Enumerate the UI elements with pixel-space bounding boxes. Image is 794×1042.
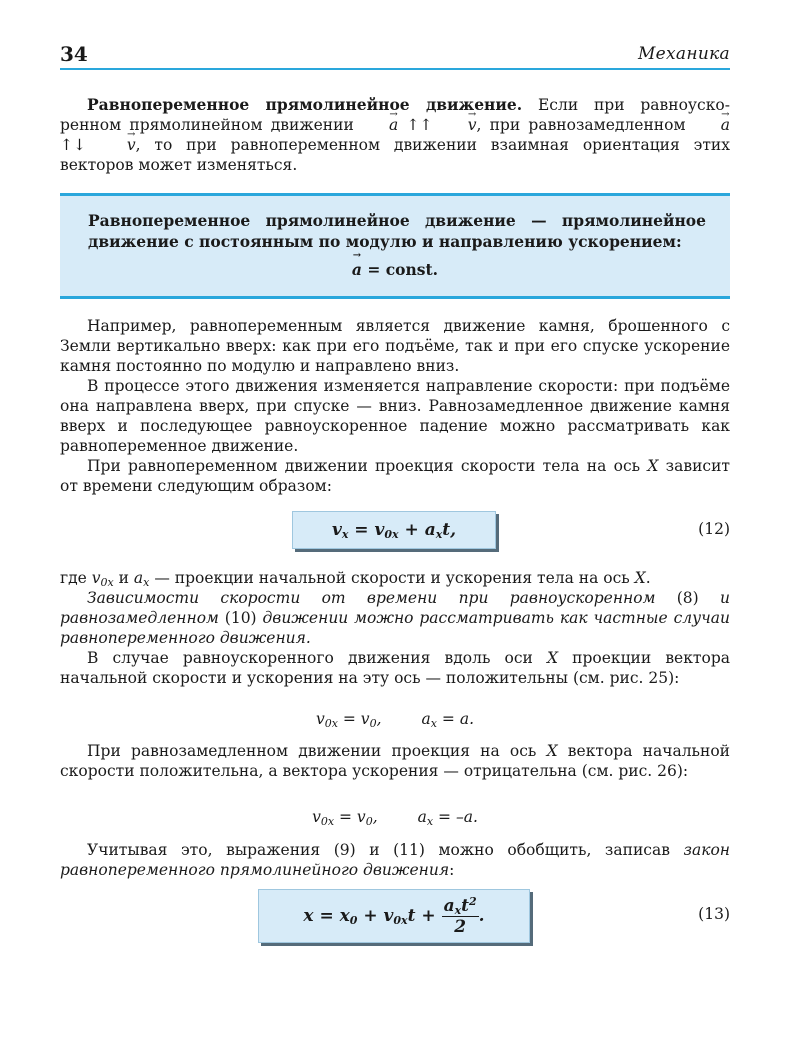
eqA-a-rhs: = a.	[436, 710, 474, 728]
f13-numerator	[442, 896, 479, 917]
definition-formula	[60, 260, 730, 279]
paragraph-italic-note	[60, 588, 730, 648]
eqA-v: v	[316, 710, 325, 728]
f12-eq: =	[348, 520, 375, 540]
page-header	[60, 40, 730, 70]
eqB-v: v	[312, 808, 321, 826]
where-and: и	[113, 569, 134, 587]
f12-v: v	[331, 520, 342, 540]
page-number: 34	[60, 42, 88, 66]
equation-decelerated	[60, 808, 730, 826]
paragraph-uniform-acceleration	[60, 648, 730, 688]
eqA-rhs: = v	[337, 710, 370, 728]
p5-text-a: При равнозамедленном движении проекция на ось	[87, 742, 547, 760]
where-sub-0x: 0x	[100, 576, 114, 589]
eqB-a-sub: x	[426, 815, 434, 828]
paragraph-velocity-direction: В процессе этого движения изменяется направление скорости: при подъёме она направлена вверх, при спуске — вниз. Равнозамедленное движение камня вверх и последующее равноускоренное падение можно рассматривать как равнопеременное движение.	[60, 377, 730, 455]
formula-13-box	[258, 889, 530, 943]
f12-t: t,	[442, 520, 457, 540]
section-title: Механика	[637, 44, 730, 64]
axis-x: X	[647, 457, 659, 475]
p4-text-a: В случае равноускоренного движения вдоль оси	[87, 649, 547, 667]
f12-sub-0x: 0x	[384, 528, 399, 541]
where-a: a	[133, 569, 144, 587]
where-axis-x: X	[634, 569, 646, 587]
vector-a-def: → a	[352, 260, 362, 279]
eqB-sub: 0x	[320, 815, 335, 828]
paragraph-uniform-deceleration	[60, 741, 730, 781]
formula-12-number: (12)	[698, 520, 730, 538]
formula-13-number: (13)	[698, 905, 730, 923]
p6-text-c: :	[449, 861, 455, 879]
f12-sub-ax: x	[435, 528, 443, 541]
eqB-a-rhs: = –a.	[433, 808, 478, 826]
p5-axis-x: X	[546, 742, 558, 760]
intro-term: Равнопеременное прямолинейное движение.	[87, 95, 523, 114]
f13-num-a: a	[443, 896, 455, 916]
definition-formula-rest: = const.	[361, 260, 439, 279]
opposite-symbol: ↑↓	[60, 136, 100, 154]
vector-v: → v	[441, 115, 477, 135]
p6-text-a: Учитывая это, выражения (9) и (11) можно обобщить, записав	[87, 841, 684, 859]
paragraph-general-law	[60, 840, 730, 880]
intro-text-1: Если при равноускоренном прямолинейном движении	[60, 96, 730, 134]
eqB-rhs: = v	[334, 808, 366, 826]
f12-v0: v	[374, 520, 385, 540]
p4-axis-x: X	[546, 649, 559, 667]
f12-sub-x: x	[341, 528, 349, 541]
p3-text-a: При равнопеременном движении проекция скорости тела на ось	[87, 457, 648, 475]
eqB-a: a	[417, 808, 427, 826]
eqA-a-sub: x	[430, 717, 437, 730]
f13-lhs: x = x	[303, 906, 350, 926]
eqA-rhs-sub: 0	[369, 717, 377, 730]
vector-a-2: → a	[694, 115, 730, 135]
intro-text-3: , то при равнопеременном движении взаимная ориентация этих векторов может изменяться.	[60, 136, 730, 174]
paragraph-example: Например, равнопеременным является движение камня, брошенного с Земли вертикально вверх: как при его подъёме, так и при его спуске ускорение камня постоянно по модулю и направлено вниз.	[60, 317, 730, 375]
f13-sub-0: 0	[349, 914, 358, 927]
vector-v-2: → v	[100, 135, 136, 155]
f12-plus: +	[398, 520, 425, 540]
note-ref-8: (8)	[655, 589, 721, 607]
intro-paragraph	[60, 95, 730, 175]
f13-t: t +	[407, 906, 442, 926]
f13-dot: .	[478, 906, 485, 926]
f13-denominator: 2	[454, 917, 467, 937]
where-text-a: где	[60, 569, 92, 587]
f12-a: a	[424, 520, 436, 540]
where-sub-x: x	[143, 576, 150, 589]
note-ref-10: (10)	[218, 609, 263, 627]
where-v: v	[91, 569, 101, 587]
law-name: закон равнопеременного прямолинейного движения	[60, 841, 730, 879]
eqA-a: a	[421, 710, 431, 728]
definition-text: Равнопеременное прямолинейное движение — прямолинейное движение с постоянным по модулю и направлению ускорением:	[88, 211, 706, 251]
eqB-comma: ,	[372, 808, 378, 826]
paragraph-projection	[60, 456, 730, 496]
note-part-2: и равнозамедленном	[60, 589, 731, 627]
where-text-b: — проекции начальной скорости и ускорения тела на ось	[149, 569, 635, 587]
f13-num-sub-x: x	[454, 904, 462, 917]
vector-a: → a	[362, 115, 398, 135]
f13-fraction	[442, 896, 479, 937]
f13-sub-0x: 0x	[393, 914, 408, 927]
equation-accelerated	[60, 710, 730, 728]
p4-text-b: проекции вектора начальной скорости и ускорения на эту ось — положительны (см. рис. 25):	[60, 649, 730, 687]
f13-num-sup-2: 2	[469, 895, 477, 908]
eqA-comma: ,	[376, 710, 382, 728]
eqB-rhs-sub: 0	[365, 815, 373, 828]
formula-12-box	[292, 511, 496, 549]
note-part-3: движении можно рассматривать как частные случаи равнопеременного движения.	[60, 609, 731, 647]
note-part-1: Зависимости скорости от времени при равноускоренном	[87, 589, 656, 607]
f13-num-t: t	[461, 896, 469, 916]
where-end: .	[645, 569, 651, 587]
eqA-sub: 0x	[324, 717, 338, 730]
definition-box	[60, 193, 730, 299]
codirected-symbol: ↑↑	[398, 116, 441, 134]
paragraph-where	[60, 568, 730, 588]
f13-plus-v: + v	[357, 906, 394, 926]
intro-text-2: , при равнозамедленном	[476, 116, 694, 134]
p5-text-b: вектора начальной скорости положительна, а вектора ускорения — отрицательна (см. рис. 26):	[60, 742, 730, 780]
p3-text-b: зависит от времени следующим образом:	[60, 457, 731, 495]
